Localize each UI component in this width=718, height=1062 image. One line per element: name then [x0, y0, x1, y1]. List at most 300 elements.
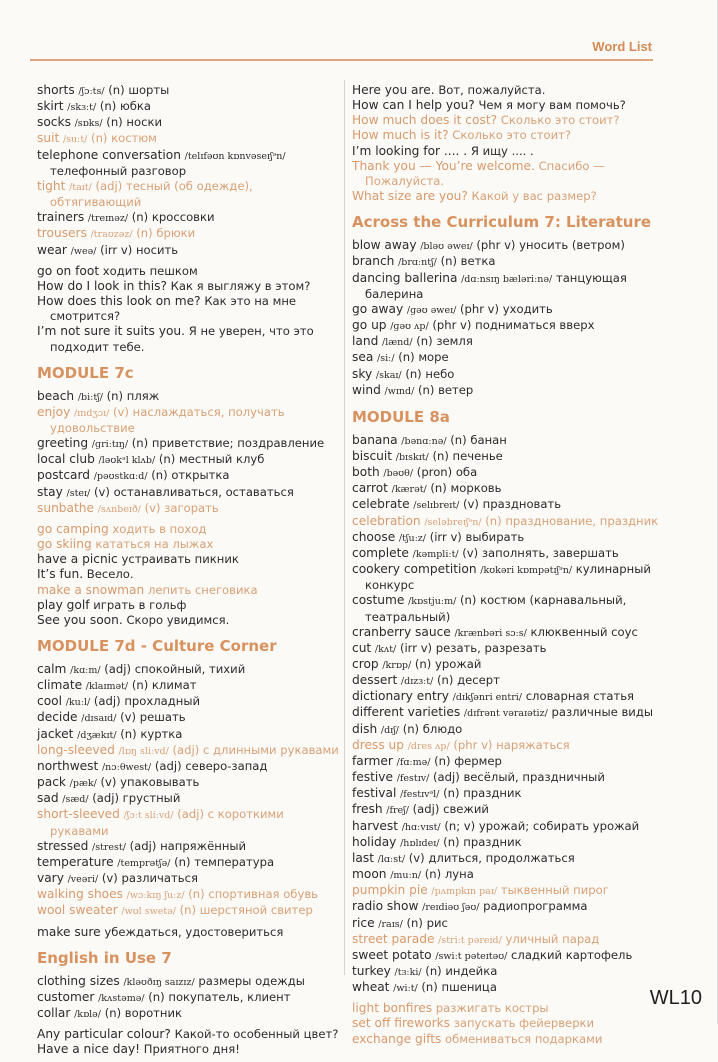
entry-part-of-speech: (irr v) — [399, 640, 433, 655]
header-rule — [30, 59, 653, 61]
entry-word: radio show — [352, 899, 419, 914]
entry-translation: праздник — [463, 834, 522, 849]
entry-pronunciation: /tɜːki/ — [394, 966, 422, 978]
entry-translation: юбка — [119, 99, 151, 114]
entry-translation: свежий — [443, 802, 489, 817]
entry-part-of-speech: (adj) — [95, 178, 123, 193]
entry-translation: подниматься вверх — [475, 318, 595, 333]
entry-translation: пшеница — [441, 980, 497, 995]
entry-translation: играть в гольф — [93, 597, 187, 612]
entry-pronunciation: /kʊkəri kɒmpətɪʃᵊn/ — [480, 565, 573, 577]
entry-part-of-speech: (n) — [434, 753, 451, 768]
entry-word: carrot — [352, 481, 388, 496]
entry-pronunciation: /freʃ/ — [386, 805, 409, 817]
vocabulary-entry — [37, 613, 340, 628]
vocabulary-entry — [352, 271, 674, 302]
entry-group — [37, 389, 340, 517]
entry-pronunciation: /festɪv/ — [396, 773, 430, 785]
entry-translation: луна — [444, 867, 474, 882]
entry-translation: земля — [436, 334, 473, 349]
entry-part-of-speech: (adj) — [177, 807, 204, 822]
entry-word: festival — [352, 786, 397, 801]
vocabulary-entry — [37, 759, 340, 775]
entry-translation: костюм (карнавальный, театральный) — [365, 593, 627, 624]
entry-pronunciation: /bənɑːnə/ — [401, 435, 447, 447]
vocabulary-entry — [352, 83, 674, 98]
entry-word: local club — [37, 452, 95, 467]
entry-translation: печенье — [452, 448, 503, 463]
entry-pronunciation: /kʌt/ — [374, 643, 397, 655]
entry-word: cut — [352, 640, 372, 655]
entry-word: pumpkin pie — [352, 883, 428, 898]
entry-word: cranberry sauce — [352, 624, 451, 639]
vocabulary-entry — [352, 350, 674, 366]
entry-translation: уносить (ветром) — [519, 238, 625, 253]
entry-pronunciation: /ʃɔːt sliːvd/ — [123, 810, 174, 822]
entry-translation: празднование, праздник — [505, 513, 659, 528]
entry-word: light bonfires — [352, 1001, 433, 1016]
entry-translation: Какой у вас размер? — [471, 189, 597, 204]
entry-pronunciation: /kɒlə/ — [74, 1008, 102, 1020]
entry-part-of-speech: (n) — [406, 915, 423, 930]
entry-part-of-speech: (n) — [421, 980, 438, 995]
entry-word: wind — [352, 382, 381, 397]
entry-word: trainers — [37, 210, 85, 225]
vocabulary-entry — [37, 974, 340, 990]
vocabulary-entry — [37, 452, 340, 468]
vocabulary-entry — [37, 522, 340, 537]
entry-pronunciation: /fɑːmə/ — [396, 756, 431, 768]
vocabulary-entry — [352, 641, 674, 657]
entry-word: turkey — [352, 963, 391, 978]
vocabulary-entry — [352, 948, 674, 964]
right-column — [352, 83, 674, 1052]
vocabulary-entry — [352, 144, 674, 159]
entry-translation: северо-запад — [185, 758, 268, 773]
entry-part-of-speech: (phr v) — [432, 318, 472, 333]
entry-word: crop — [352, 657, 379, 671]
entry-part-of-speech: (v) — [93, 484, 110, 499]
entry-part-of-speech: (irr v) — [429, 529, 462, 544]
vocabulary-entry — [37, 179, 340, 210]
entry-translation: Как я выгляжу в этом? — [170, 278, 311, 293]
entry-word: short-sleeved — [37, 807, 120, 822]
entry-pronunciation: /treɪnəz/ — [87, 213, 129, 225]
entry-translation: Я ищу .... . — [470, 143, 534, 158]
vocabulary-entry — [37, 468, 340, 484]
vocabulary-entry — [352, 238, 674, 254]
entry-group — [352, 83, 674, 204]
entry-part-of-speech: (n) — [158, 452, 176, 467]
entry-word: make a snowman — [37, 582, 145, 597]
vocabulary-entry — [352, 302, 674, 318]
entry-pronunciation: /wʊl swetə/ — [121, 906, 176, 918]
entry-word: banana — [352, 432, 398, 447]
vocabulary-entry — [352, 159, 674, 189]
entry-word: collar — [37, 1005, 71, 1020]
entry-pronunciation: /festɪvᵊl/ — [400, 789, 440, 801]
entry-part-of-speech: (n) — [416, 334, 433, 349]
vocabulary-entry — [352, 465, 674, 481]
entry-part-of-speech: (n) — [91, 131, 108, 146]
vocabulary-entry — [37, 710, 340, 726]
vocabulary-entry — [352, 481, 674, 497]
entry-word: set off fireworks — [352, 1016, 450, 1031]
entry-word: exchange gifts — [352, 1031, 442, 1046]
entry-translation: праздновать — [482, 497, 562, 512]
entry-part-of-speech: (v) — [100, 775, 117, 790]
entry-part-of-speech: (n) — [443, 834, 460, 849]
entry-pronunciation: /suːt/ — [62, 134, 88, 146]
entry-translation: разжигать костры — [435, 1001, 549, 1016]
entry-pronunciation: /kuːl/ — [65, 697, 91, 709]
entry-translation: клюквенный соус — [530, 624, 638, 639]
entry-part-of-speech: (n) — [414, 657, 432, 671]
vocabulary-entry — [37, 83, 340, 99]
entry-translation: выбирать — [465, 529, 525, 544]
entry-pronunciation: /kəmpliːt/ — [412, 548, 459, 560]
vocabulary-entry — [352, 835, 674, 851]
vocabulary-entry — [37, 226, 340, 242]
entry-translation: фермер — [454, 753, 502, 768]
entry-translation: костюм — [111, 131, 157, 146]
entry-word: beach — [37, 388, 75, 403]
entry-word: farmer — [352, 753, 393, 768]
entry-word: street parade — [352, 931, 435, 946]
entry-translation: носить — [135, 242, 179, 257]
vocabulary-entry — [37, 903, 340, 919]
entry-word: telephone conversation — [37, 147, 181, 162]
vocabulary-entry — [37, 148, 340, 179]
vocabulary-entry — [37, 1027, 340, 1042]
entry-translation: десерт — [457, 673, 500, 688]
entry-part-of-speech: (irr v) — [100, 242, 133, 257]
entry-part-of-speech: (n; v) — [444, 818, 476, 833]
entry-translation: наряжаться — [496, 737, 570, 752]
entry-part-of-speech: (adj) — [154, 758, 182, 773]
entry-word: See you soon. — [37, 612, 123, 627]
entry-translation: кулинарный конкурс — [365, 562, 651, 593]
entry-translation: Вот, пожалуйста. — [438, 83, 546, 97]
entry-pronunciation: /steɪ/ — [66, 487, 91, 499]
entry-translation: словарная статья — [525, 689, 634, 704]
entry-part-of-speech: (n) — [174, 854, 191, 869]
entry-part-of-speech: (n) — [405, 366, 422, 381]
entry-pronunciation: /dɪzɜːt/ — [400, 676, 434, 688]
entry-translation: резать, разрезать — [435, 640, 547, 655]
entry-part-of-speech: (phr v) — [476, 238, 516, 253]
entry-group — [37, 974, 340, 1022]
entry-part-of-speech: (phr v) — [460, 301, 500, 316]
entry-part-of-speech: (n) — [131, 210, 149, 225]
vocabulary-entry — [352, 689, 674, 705]
entry-pronunciation: /sɒks/ — [74, 118, 103, 130]
entry-pronunciation: /kɑːm/ — [70, 665, 101, 676]
entry-word: I’m not sure it suits you. — [37, 324, 186, 339]
entry-pronunciation: /skaɪ/ — [375, 369, 402, 381]
vocabulary-entry — [352, 673, 674, 689]
entry-translation: заполнять, завершать — [481, 545, 619, 560]
vocabulary-entry — [352, 932, 674, 948]
entry-word: temperature — [37, 854, 114, 869]
entry-word: walking shoes — [37, 887, 123, 902]
entry-word: dessert — [352, 673, 398, 688]
entry-word: harvest — [352, 818, 399, 833]
entry-translation: воротник — [124, 1005, 183, 1020]
entry-part-of-speech: (v) — [113, 404, 129, 419]
entry-translation: размеры одежды — [198, 973, 305, 988]
entry-part-of-speech: (n) — [106, 115, 123, 130]
entry-translation: ветер — [438, 382, 474, 397]
vocabulary-entry — [352, 916, 674, 932]
entry-word: How do I look in this? — [37, 278, 167, 293]
vocabulary-entry — [352, 657, 674, 673]
entry-word: choose — [352, 529, 396, 544]
entry-translation: уходить — [502, 301, 553, 316]
entry-group — [352, 1001, 674, 1046]
entry-part-of-speech: (adj) — [433, 770, 460, 785]
vocabulary-entry — [37, 115, 340, 131]
entry-pronunciation: /brɑːntʃ/ — [398, 257, 437, 269]
entry-part-of-speech: (adj) — [92, 791, 119, 806]
entry-pronunciation: /reɪdiəʊ ʃəʊ/ — [422, 902, 480, 914]
vocabulary-entry — [352, 367, 674, 383]
entry-word: Any particular colour? — [37, 1027, 171, 1042]
vocabulary-entry — [352, 964, 674, 980]
entry-group — [37, 264, 340, 355]
entry-word: both — [352, 465, 380, 480]
section-heading: MODULE 8a — [352, 407, 450, 426]
entry-group — [37, 522, 340, 628]
entry-pronunciation: /wɔːkɪŋ ʃuːz/ — [126, 890, 185, 902]
entry-translation: телефонный разговор — [50, 163, 187, 178]
entry-part-of-speech: (n) — [425, 963, 442, 978]
entry-word: jacket — [37, 726, 74, 741]
entry-translation: местный клуб — [179, 452, 265, 467]
entry-translation: открытка — [171, 468, 230, 483]
entry-translation: упаковывать — [120, 775, 200, 790]
entry-translation: наслаждаться, получать удовольствие — [50, 404, 285, 435]
entry-word: wheat — [352, 980, 390, 995]
entry-word: stay — [37, 484, 63, 499]
entry-pronunciation: /traʊzəz/ — [90, 229, 133, 241]
entry-word: How can I help you? — [352, 98, 475, 113]
entry-translation: ветка — [460, 254, 496, 269]
vocabulary-entry — [352, 786, 674, 802]
entry-pronunciation: /kɒstjuːm/ — [408, 596, 457, 608]
entry-part-of-speech: (n) — [417, 382, 435, 397]
entry-translation: спокойный, тихий — [134, 662, 246, 676]
entry-part-of-speech: (n) — [450, 432, 467, 447]
vocabulary-entry — [352, 514, 674, 530]
vocabulary-entry — [37, 678, 340, 694]
vocabulary-entry — [37, 131, 340, 147]
entry-group — [37, 1027, 340, 1057]
vocabulary-entry — [37, 436, 340, 452]
entry-part-of-speech: (v) — [463, 497, 479, 512]
vocabulary-entry — [352, 802, 674, 818]
entry-word: postcard — [37, 468, 91, 483]
vocabulary-entry — [352, 593, 674, 624]
entry-part-of-speech: (n) — [443, 786, 460, 801]
entry-translation: банан — [470, 432, 507, 447]
entry-pronunciation: /ɡəʊ ʌp/ — [390, 321, 429, 333]
vocabulary-entry — [352, 705, 674, 721]
vocabulary-entry — [352, 851, 674, 867]
vocabulary-entry — [352, 562, 674, 593]
vocabulary-entry — [352, 128, 674, 143]
entry-word: sunbathe — [37, 500, 95, 515]
entry-pronunciation: /bləʊ əweɪ/ — [420, 241, 473, 253]
entry-part-of-speech: (adj) — [172, 742, 200, 757]
entry-translation: с длинными рукавами — [202, 742, 339, 757]
vocabulary-entry — [352, 722, 674, 738]
entry-translation: урожай; собирать урожай — [478, 818, 640, 833]
entry-word: trousers — [37, 226, 87, 241]
entry-pronunciation: /lɒŋ sliːvd/ — [118, 745, 169, 757]
vocabulary-entry — [37, 887, 340, 903]
entry-translation: оба — [455, 465, 478, 480]
vocabulary-entry — [37, 990, 340, 1006]
entry-translation: климат — [151, 678, 197, 693]
entry-word: cookery competition — [352, 562, 477, 577]
entry-pronunciation: /hɑːvɪst/ — [401, 821, 441, 833]
entry-word: calm — [37, 662, 67, 676]
vocabulary-entry — [37, 324, 340, 354]
entry-pronunciation: /dɑːnsɪŋ bæləriːnə/ — [461, 273, 553, 285]
entry-translation: покупатель, клиент — [168, 989, 291, 1004]
entry-part-of-speech: (n) — [179, 903, 197, 918]
entry-part-of-speech: (n) — [402, 721, 420, 736]
entry-part-of-speech: (n) — [440, 254, 457, 269]
entry-pronunciation: /pæk/ — [69, 778, 97, 790]
entry-pronunciation: /siː/ — [377, 353, 395, 365]
entry-pronunciation: /krænbəri sɔːs/ — [454, 627, 527, 639]
entry-pronunciation: /bɪskɪt/ — [395, 451, 429, 463]
entry-translation: сладкий картофель — [511, 947, 633, 962]
entry-word: sea — [352, 350, 374, 365]
vocabulary-entry — [37, 925, 340, 940]
entry-translation: загорать — [164, 500, 219, 515]
entry-pronunciation: /pʌmpkɪn paɪ/ — [431, 886, 498, 898]
entry-part-of-speech: (n) — [459, 593, 477, 608]
entry-word: socks — [37, 115, 71, 130]
section-heading: English in Use 7 — [37, 948, 172, 967]
entry-pronunciation: /ɪndʒɔɪ/ — [73, 407, 110, 419]
entry-translation: весёлый, праздничный — [463, 770, 605, 785]
section-heading: MODULE 7c — [37, 363, 134, 382]
entry-translation: запускать фейерверки — [453, 1016, 595, 1031]
entry-word: stressed — [37, 838, 89, 853]
vocabulary-entry — [37, 807, 340, 838]
entry-word: clothing sizes — [37, 973, 120, 988]
entry-group — [37, 925, 340, 940]
entry-word: shorts — [37, 83, 75, 97]
entry-translation: Я не уверен, что это подходит тебе. — [50, 324, 314, 354]
vocabulary-entry — [352, 1032, 674, 1047]
entry-word: rice — [352, 915, 375, 930]
vocabulary-entry — [352, 819, 674, 835]
entry-part-of-speech: (n) — [136, 226, 153, 241]
vocabulary-entry — [37, 279, 340, 294]
vocabulary-entry — [352, 449, 674, 465]
vocabulary-entry — [37, 839, 340, 855]
vocabulary-entry — [37, 855, 340, 871]
entry-word: complete — [352, 545, 409, 560]
entry-word: festive — [352, 770, 394, 785]
vocabulary-entry — [352, 1016, 674, 1031]
entry-part-of-speech: (n) — [398, 350, 415, 365]
entry-pronunciation: /ɡəʊ əweɪ/ — [406, 304, 457, 316]
vocabulary-entry — [352, 530, 674, 546]
entry-pronunciation: /sæd/ — [62, 794, 89, 806]
entry-pronunciation: /dres ʌp/ — [407, 740, 450, 752]
entry-part-of-speech: (n) — [151, 468, 168, 483]
entry-pronunciation: /kləʊðɪŋ saɪzɪz/ — [123, 976, 195, 988]
entry-word: dress up — [352, 737, 405, 752]
entry-pronunciation: /muːn/ — [390, 870, 422, 882]
entry-translation: Спасибо — Пожалуйста. — [365, 158, 605, 188]
entry-word: biscuit — [352, 448, 393, 463]
entry-group — [37, 662, 340, 920]
entry-pronunciation: /swiːt pəteɪtəʊ/ — [435, 950, 508, 962]
entry-translation: длиться, продолжаться — [428, 850, 575, 865]
entry-translation: шорты — [128, 83, 170, 97]
entry-pronunciation: /dɪsaɪd/ — [81, 713, 117, 725]
entry-translation: брюки — [156, 226, 196, 241]
entry-pronunciation: /ləʊkᵊl klʌb/ — [98, 455, 156, 467]
entry-word: dish — [352, 721, 378, 736]
entry-word: play golf — [37, 597, 90, 612]
entry-translation: уличный парад — [505, 931, 600, 946]
entry-part-of-speech: (v) — [120, 710, 137, 725]
entry-word: How does this look on me? — [37, 294, 201, 309]
vocabulary-entry — [352, 738, 674, 754]
entry-word: go on foot — [37, 263, 100, 278]
section-heading: MODULE 7d - Culture Corner — [37, 637, 277, 655]
entry-translation: радиопрограмма — [483, 899, 588, 914]
entry-part-of-speech: (phr v) — [453, 737, 493, 752]
entry-pronunciation: /kærət/ — [391, 484, 427, 496]
entry-part-of-speech: (v) — [408, 850, 425, 865]
entry-translation: кроссовки — [151, 210, 215, 225]
page-number: WL10 — [649, 987, 702, 1009]
entry-word: wool sweater — [37, 903, 118, 918]
entry-word: go camping — [37, 521, 109, 536]
column-divider — [344, 80, 345, 975]
entry-group — [352, 238, 674, 399]
entry-translation: спортивная обувь — [208, 887, 318, 902]
entry-pronunciation: /veəri/ — [67, 874, 99, 886]
vocabulary-entry — [37, 743, 340, 759]
entry-part-of-speech: (n) — [485, 513, 502, 528]
vocabulary-entry — [37, 598, 340, 613]
vocabulary-entry — [37, 567, 340, 582]
entry-part-of-speech: (adj) — [93, 694, 121, 709]
vocabulary-entry — [37, 294, 340, 324]
vocabulary-entry — [37, 552, 340, 567]
entry-word: different varieties — [352, 705, 461, 720]
entry-pronunciation: /striːt pəreɪd/ — [438, 934, 502, 946]
vocabulary-entry — [37, 791, 340, 807]
section-title: Word List — [592, 39, 652, 54]
entry-pronunciation: /wɪnd/ — [384, 385, 415, 397]
entry-translation: с короткими рукавами — [50, 807, 284, 838]
entry-translation: рис — [426, 915, 448, 930]
entry-translation: Скоро увидимся. — [126, 612, 230, 627]
entry-translation: останавливаться, оставаться — [113, 484, 294, 499]
entry-pronunciation: /weə/ — [70, 245, 97, 257]
